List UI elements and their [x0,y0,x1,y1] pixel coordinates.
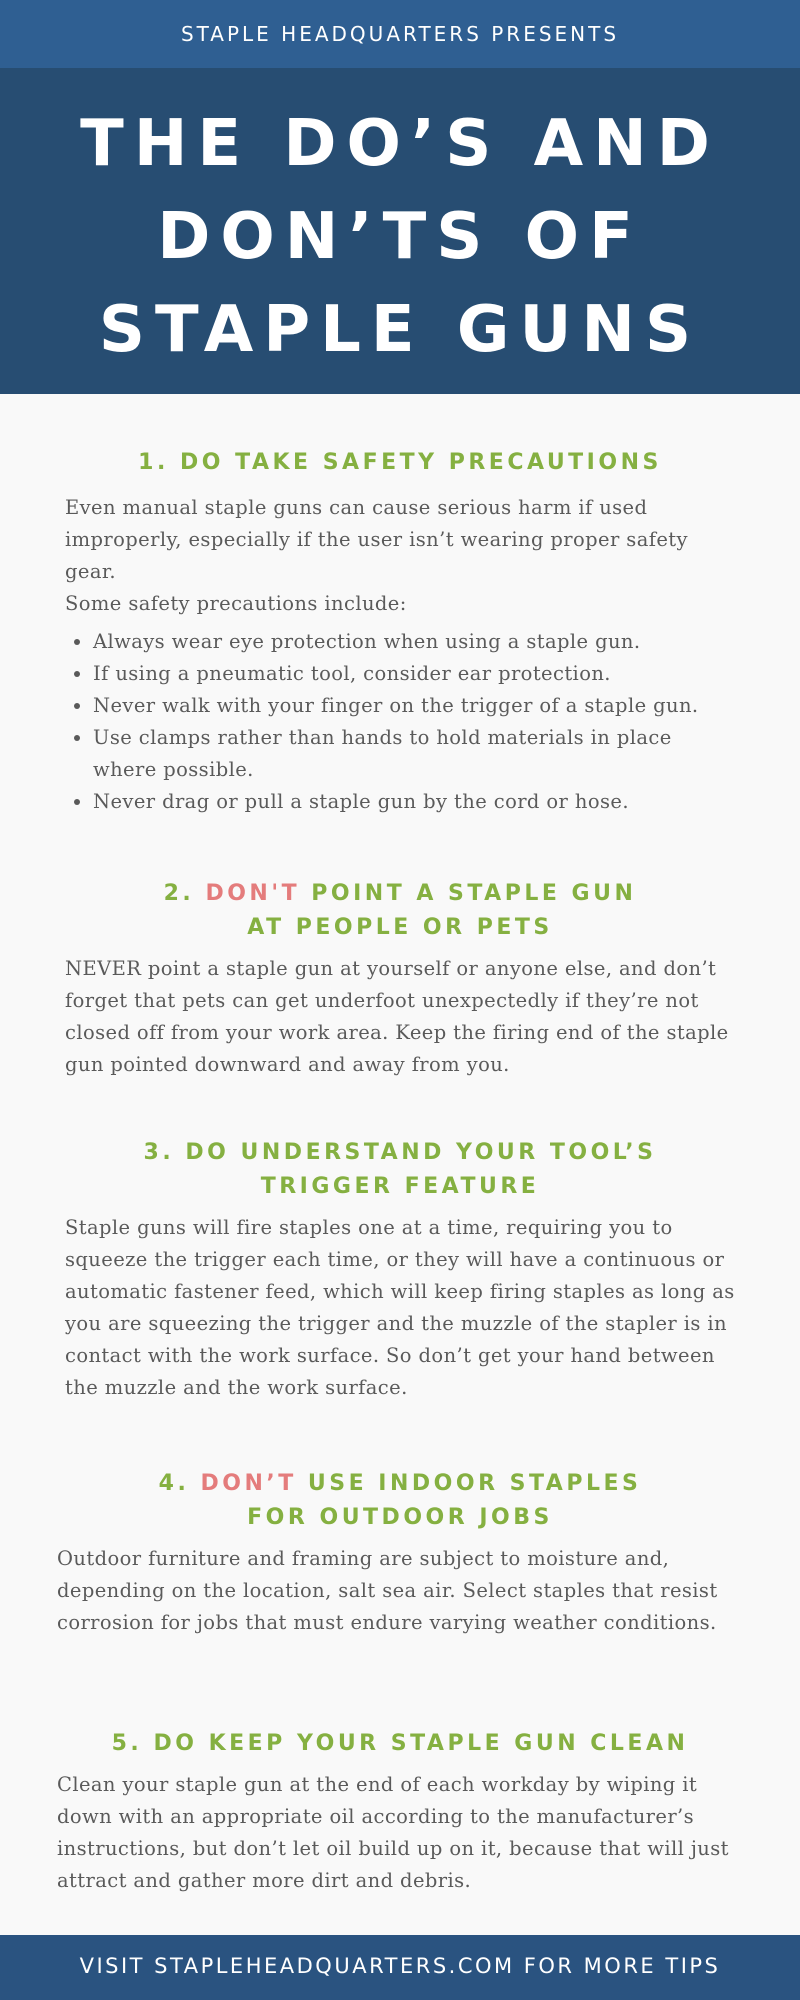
section-4 [0,1467,800,1639]
paragraph: Staple guns will fire staples one at a time, requiring you to squeeze the trigger each time, or they will have a continuous or automatic fastener feed, which will keep firing staples as long as you are squeezing the trigger and the muzzle of the stapler is in contact with the work surface. So don’t get your hand between the muzzle and the work surface. [65,1216,735,1399]
heading-text: UNDERSTAND YOUR TOOL’S [240,1140,657,1165]
do-keyword: DO [185,1140,230,1165]
heading-line [0,1727,800,1761]
heading-line: AT PEOPLE OR PETS [247,915,553,940]
dont-keyword: DON'T [205,881,301,906]
section-3 [0,1136,800,1404]
section-number: 4. [158,1471,190,1496]
section-body [57,1769,743,1897]
heading-text: KEEP YOUR STAPLE GUN CLEAN [208,1731,689,1756]
paragraph: Even manual staple guns can cause serious harm if used improperly, especially if the user isn’t wearing proper safety gear. [65,496,688,583]
paragraph: Some safety precautions include: [65,592,407,615]
section-body [57,1543,743,1639]
footer-cta-text: VISIT STAPLEHEADQUARTERS.COM FOR MORE TIPS [79,1954,721,1978]
do-keyword: DO [180,450,224,475]
paragraph: Clean your staple gun at the end of each workday by wiping it down with an appropriate oil according to the manufacturer’s instructions, but don’t let oil build up on it, because that will just attract and gather more dirt and debris. [57,1773,729,1892]
list-item: • Never drag or pull a staple gun by the cord or hose. [93,786,735,818]
heading-line: TRIGGER FEATURE [260,1174,540,1199]
section-heading [0,1467,800,1535]
bullet-list [65,626,735,818]
heading-line [0,1467,800,1501]
list-item: • Use clamps rather than hands to hold materials in place where possible. [93,722,735,786]
section-heading [0,877,800,945]
section-heading [0,1727,800,1761]
heading-line: FOR OUTDOOR JOBS [247,1505,553,1530]
section-2 [0,877,800,1081]
list-item: • Always wear eye protection when using a staple gun. [93,626,735,658]
presents-text: STAPLE HEADQUARTERS PRESENTS [180,22,620,46]
section-heading [0,446,800,480]
heading-text: TAKE SAFETY PRECAUTIONS [235,450,662,475]
page-title [0,68,800,377]
section-number: 1. [138,450,169,475]
section-body [65,953,735,1081]
heading-line [0,446,800,480]
section-number: 3. [143,1140,175,1165]
section-1 [0,446,800,818]
heading-text: USE INDOOR STAPLES [307,1471,642,1496]
list-item: • If using a pneumatic tool, consider ear protection. [93,658,735,690]
heading-line [0,1136,800,1170]
section-body [65,1212,735,1404]
do-keyword: DO [153,1731,198,1756]
paragraph: Outdoor furniture and framing are subject to moisture and, depending on the location, salt sea air. Select staples that resist corrosion for jobs that must endure varying weather conditions. [57,1547,718,1634]
hero-header [0,68,800,394]
list-item: • Never walk with your finger on the trigger of a staple gun. [93,690,735,722]
paragraph: NEVER point a staple gun at yourself or anyone else, and don’t forget that pets can get underfoot unexpectedly if they’re not closed off from your work area. Keep the firing end of the staple gun pointed downward and away from you. [65,957,729,1076]
heading-text: POINT A STAPLE GUN [311,881,637,906]
section-heading [0,1136,800,1204]
section-body [65,492,735,818]
section-number: 2. [163,881,195,906]
presents-banner [0,0,800,68]
title-line: STAPLE GUNS [98,293,702,367]
heading-line [0,877,800,911]
section-number: 5. [111,1731,143,1756]
title-line: THE DO’S AND [80,107,720,181]
footer-banner [0,1935,800,2000]
dont-keyword: DON’T [200,1471,297,1496]
title-line: DON’TS OF [157,200,643,274]
section-5 [0,1727,800,1897]
